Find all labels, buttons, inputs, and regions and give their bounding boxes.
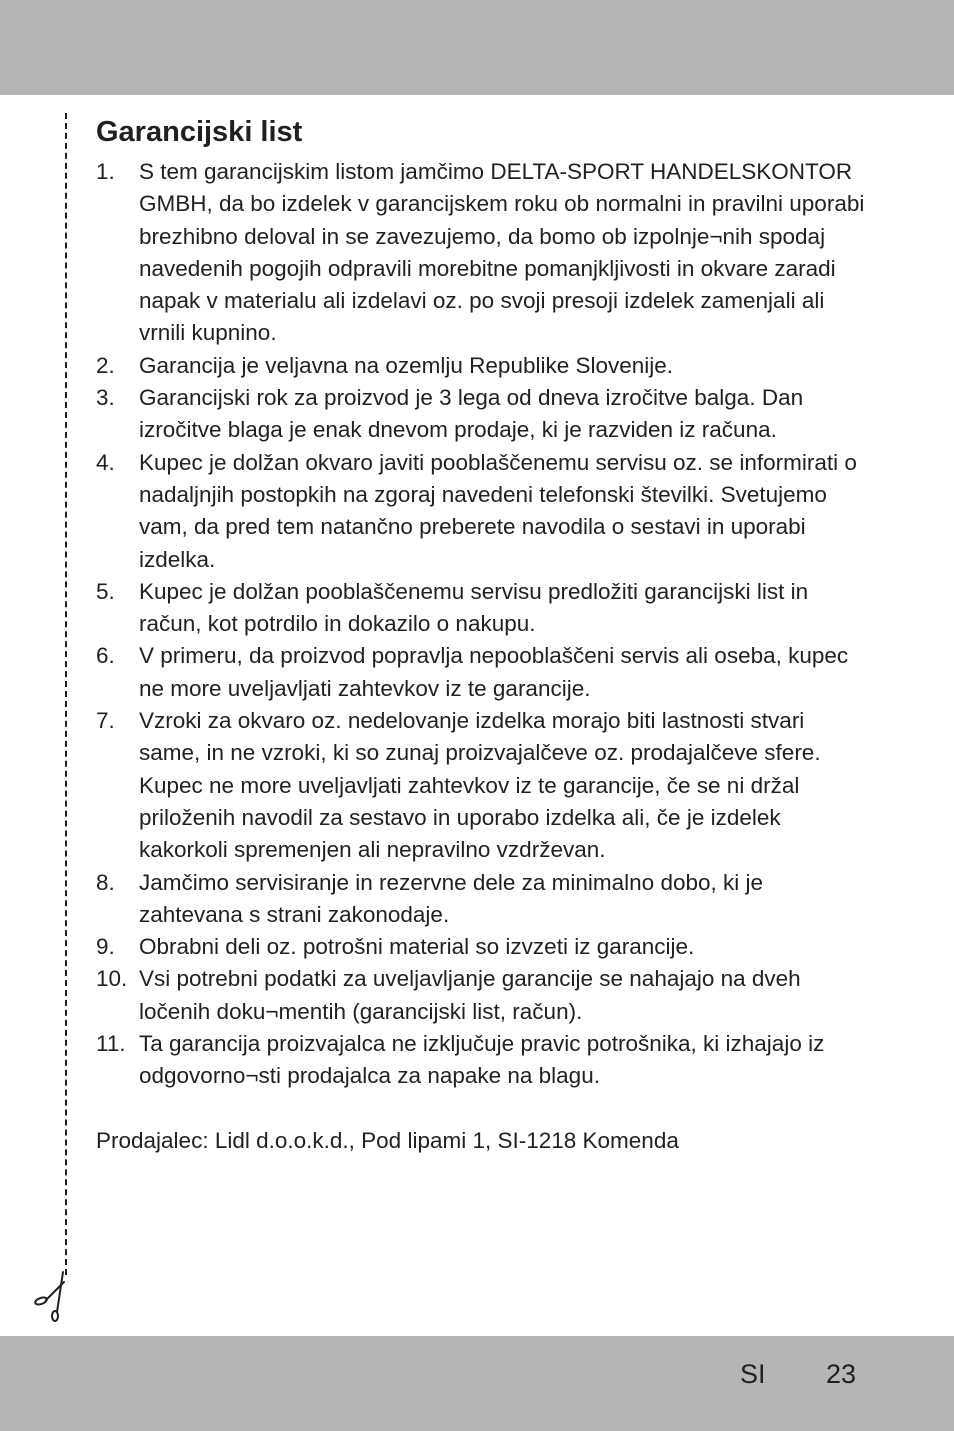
list-item-number: 7. xyxy=(96,708,115,734)
list-item-text: Kupec je dolžan okvaro javiti pooblaščenemu servisu oz. se informirati o nadaljnjih postopkih na zgoraj navedeni telefonski številki. Svetujemo vam, da pred tem natančno preberete navodila o sestavi in uporabi izdelka. xyxy=(139,449,857,572)
list-item-number: 2. xyxy=(96,352,115,378)
list-item xyxy=(96,963,866,1028)
list-item xyxy=(96,350,866,382)
list-item xyxy=(96,576,866,641)
list-item-number: 3. xyxy=(96,385,115,411)
list-item xyxy=(96,705,866,866)
page-number: 23 xyxy=(826,1359,857,1389)
list-item xyxy=(96,867,866,932)
scissors-icon xyxy=(30,1268,70,1324)
list-item-number: 4. xyxy=(96,449,115,475)
seller-info: Prodajalec: Lidl d.o.o.k.d., Pod lipami 1, SI-1218 Komenda xyxy=(96,1127,679,1153)
list-item xyxy=(96,640,866,705)
footer-language: SI xyxy=(740,1359,766,1389)
list-item-number: 10. xyxy=(96,966,128,992)
list-item-text: S tem garancijskim listom jamčimo DELTA-SPORT HANDELSKONTOR GMBH, da bo izdelek v garancijskem roku ob normalni in pravilni uporabi brezhibno deloval in se zavezujemo, da bomo ob izpolnje¬nih spodaj navedenih pogojih odpravili morebitne pomanjkljivosti in okvare zaradi napak v materialu ali izdelavi oz. po svoji presoji izdelek zamenjali ali vrnili kupnino. xyxy=(139,159,865,346)
list-item-number: 11. xyxy=(96,1031,126,1057)
list-item-text: Ta garancija proizvajalca ne izključuje pravic potrošnika, ki izhajajo iz odgovorno¬sti prodajalca za napake na blagu. xyxy=(139,1031,825,1089)
list-item-number: 5. xyxy=(96,578,115,604)
list-item xyxy=(96,1028,866,1093)
page-title: Garancijski list xyxy=(96,116,303,148)
header-band xyxy=(0,0,954,95)
list-item-number: 8. xyxy=(96,869,115,895)
list-item-number: 6. xyxy=(96,643,115,669)
list-item-text: V primeru, da proizvod popravlja nepooblaščeni servis ali oseba, kupec ne more uveljavljati zahtevkov iz te garancije. xyxy=(139,643,849,701)
cut-line xyxy=(65,113,67,1275)
list-item-text: Obrabni deli oz. potrošni material so izvzeti iz garancije. xyxy=(139,934,695,960)
warranty-card xyxy=(96,112,866,1157)
list-item-text: Garancijski rok za proizvod je 3 lega od dneva izročitve balga. Dan izročitve blaga je enak dnevom prodaje, ki je razviden iz računa. xyxy=(139,385,804,443)
list-item-number: 9. xyxy=(96,934,115,960)
list-item-text: Jamčimo servisiranje in rezervne dele za minimalno dobo, ki je zahtevana s strani zakonodaje. xyxy=(139,869,764,927)
list-item-number: 1. xyxy=(96,159,115,184)
list-item xyxy=(96,382,866,447)
footer-band xyxy=(0,1336,954,1431)
list-item xyxy=(96,447,866,576)
list-item xyxy=(96,931,866,963)
list-item-text: Vsi potrebni podatki za uveljavljanje garancije se nahajajo na dveh ločenih doku¬mentih (garancijski list, račun). xyxy=(139,966,801,1024)
list-item-text: Garancija je veljavna na ozemlju Republike Slovenije. xyxy=(139,352,674,378)
list-item xyxy=(96,156,866,350)
list-item-text: Kupec je dolžan pooblaščenemu servisu predložiti garancijski list in račun, kot potrdilo in dokazilo o nakupu. xyxy=(139,578,809,637)
list-item-text: Vzroki za okvaro oz. nedelovanje izdelka morajo biti lastnosti stvari same, in ne vzroki, ki so zunaj proizvajalčeve oz. prodajalčeve sfere. Kupec ne more uveljavljati zahtevkov iz te garancije, če se ni držal priloženih navodil za sestavo in uporabo izdelka ali, če je izdelek kakorkoli spremenjen ali nepravilno vzdrževan. xyxy=(139,708,821,863)
warranty-terms-list xyxy=(96,156,866,1093)
